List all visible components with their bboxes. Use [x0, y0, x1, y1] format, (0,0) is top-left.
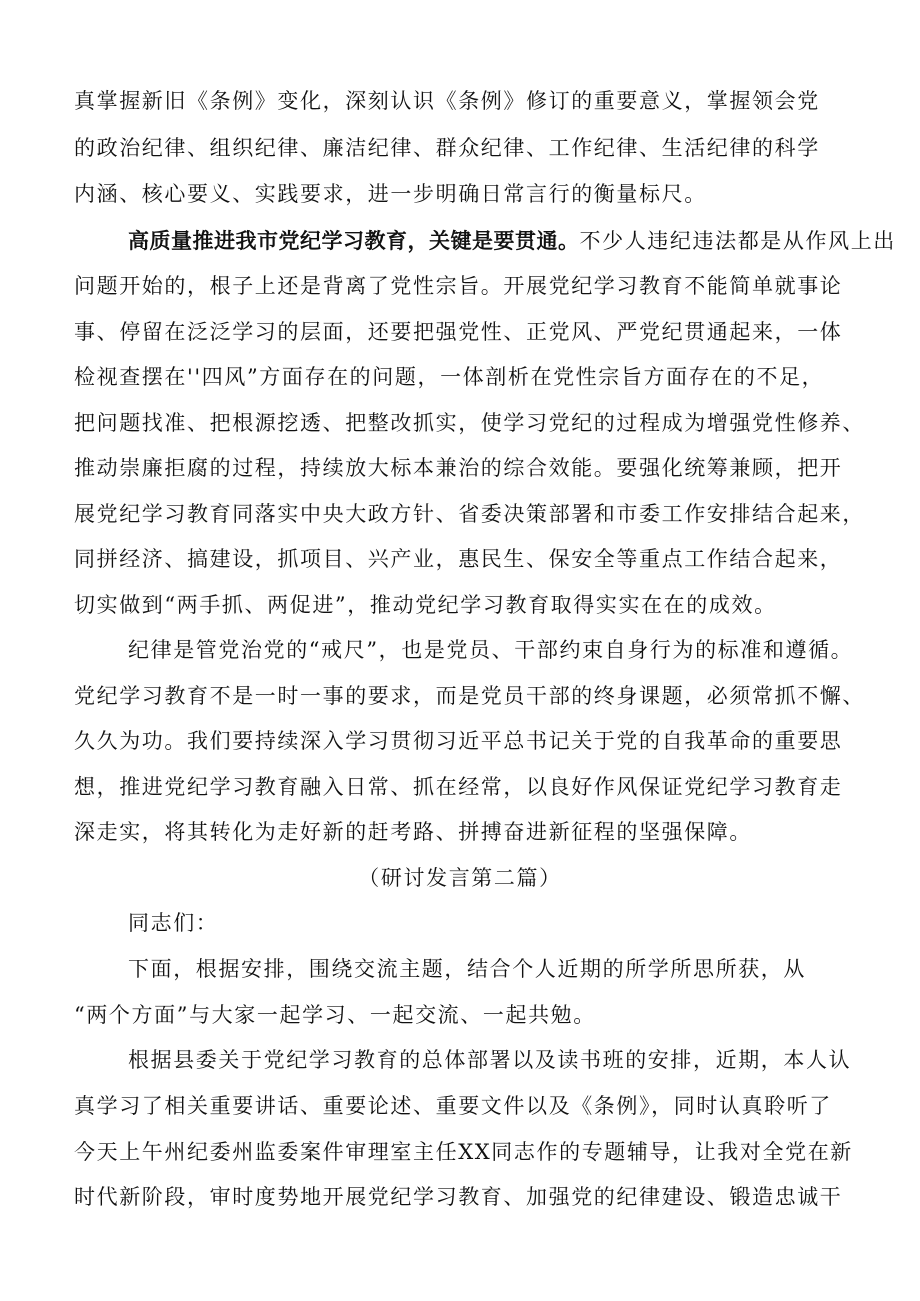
paragraph-lead-line — [128, 226, 896, 256]
paragraph-line: 时代新阶段，审时度势地开展党纪学习教育、加强党的纪律建设、锻造忠诚干 — [74, 1185, 843, 1209]
paragraph-first-line: 纪律是管党治党的“戒尺”，也是党员、干部约束自身行为的标准和遵循。 — [128, 638, 854, 662]
lead-sentence-rest: 不少人违纪违法都是从作风上出 — [579, 229, 896, 253]
paragraph-line: 事、停留在泛泛学习的层面，还要把强党性、正党风、严党纪贯通起来，一体 — [74, 320, 843, 344]
salutation: 同志们： — [128, 911, 219, 935]
paragraph-line: 真学习了相关重要讲话、重要论述、重要文件以及《条例》，同时认真聆听了 — [74, 1094, 832, 1118]
section-heading: （研讨发言第二篇） — [358, 866, 562, 890]
paragraph-line: 同拼经济、搞建设，抓项目、兴产业，惠民生、保安全等重点工作结合起来， — [74, 547, 843, 571]
paragraph-line: 久久为功。我们要持续深入学习贯彻习近平总书记关于党的自我革命的重要思 — [74, 729, 843, 753]
paragraph-line: 推动崇廉拒腐的过程，持续放大标本兼治的综合效能。要强化统筹兼顾，把开 — [74, 456, 843, 480]
paragraph-line: 今天上午州纪委州监委案件审理室主任XX同志作的专题辅导，让我对全党在新 — [74, 1140, 853, 1164]
paragraph-line: 的政治纪律、组织纪律、廉洁纪律、群众纪律、工作纪律、生活纪律的科学 — [74, 136, 820, 160]
paragraph-line: 党纪学习教育不是一时一事的要求，而是党员干部的终身课题，必须常抓不懈、 — [74, 684, 865, 708]
paragraph-line: 展党纪学习教育同落实中央大政方针、省委决策部署和市委工作安排结合起来， — [74, 502, 865, 526]
paragraph-line: 内涵、核心要义、实践要求，进一步明确日常言行的衡量标尺。 — [74, 182, 707, 206]
paragraph-first-line: 根据县委关于党纪学习教育的总体部署以及读书班的安排，近期，本人认 — [128, 1048, 852, 1072]
paragraph-line: 问题开始的，根子上还是背离了党性宗旨。开展党纪学习教育不能简单就事论 — [74, 274, 843, 298]
paragraph-line: 检视查摆在''四风”方面存在的问题，一体剖析在党性宗旨方面存在的不足， — [74, 365, 825, 389]
paragraph-line: 深走实，将其转化为走好新的赶考路、拼搏奋进新征程的坚强保障。 — [74, 820, 752, 844]
paragraph-line: 真掌握新旧《条例》变化，深刻认识《条例》修订的重要意义，掌握领会党 — [74, 89, 820, 113]
paragraph-line: 想，推进党纪学习教育融入日常、抓在经常，以良好作风保证党纪学习教育走 — [74, 775, 843, 799]
paragraph-line: 把问题找准、把根源挖透、把整改抓实，使学习党纪的过程成为增强党性修养、 — [74, 411, 865, 435]
bold-lead-sentence: 高质量推进我市党纪学习教育，关键是要贯通。 — [128, 229, 580, 253]
paragraph-line: “两个方面”与大家一起学习、一起交流、一起共勉。 — [74, 1003, 596, 1027]
paragraph-first-line: 下面，根据安排，围绕交流主题，结合个人近期的所学所思所获，从 — [128, 957, 806, 981]
paragraph-line: 切实做到“两手抓、两促进”，推动党纪学习教育取得实实在在的成效。 — [74, 593, 777, 617]
